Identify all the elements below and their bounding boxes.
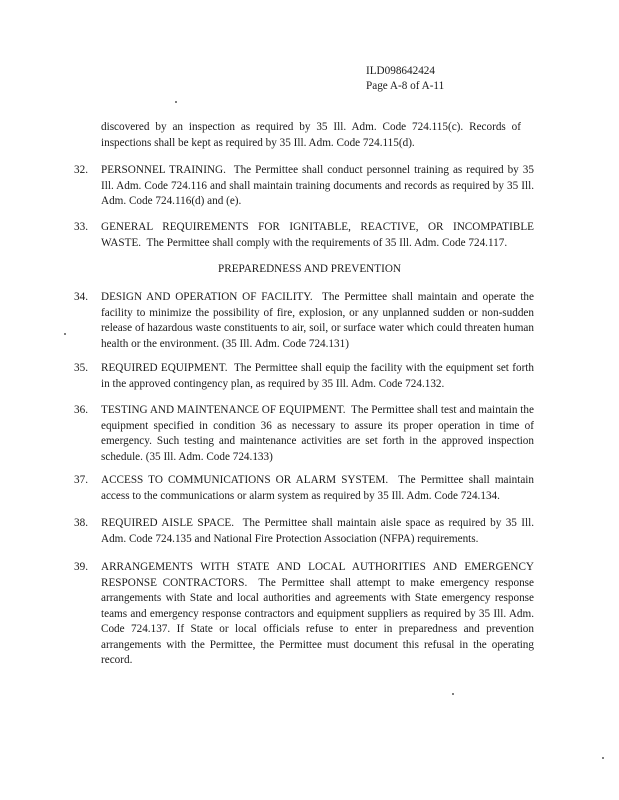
item-text: The Permittee shall comply with the requirements of 35 Ill. Adm. Code 724.117.	[146, 236, 508, 249]
item-number: 35.	[74, 362, 88, 374]
item-text: The Permittee shall maintain aisle space as required by 35 Ill. Adm. Code 724.135 and National Fire Protection Association (NFPA) requirements.	[101, 517, 535, 545]
condition-item	[74, 403, 534, 465]
item-number: 33.	[74, 221, 88, 233]
intro-paragraph: discovered by an inspection as required by 35 Ill. Adm. Code 724.115(c). Records of inspections shall be kept as required by 35 Ill. Adm. Code 724.115(d).	[101, 121, 521, 149]
item-text: The Permittee shall maintain and operate the facility to minimize the possibility of fire, explosion, or any unplanned sudden or non-sudden release of hazardous waste constituents to air, soil, or surface water which could threaten human health or the environment. (35 Ill. Adm. Code 724.131)	[101, 291, 534, 350]
item-heading: ACCESS TO COMMUNICATIONS OR ALARM SYSTEM.	[101, 474, 389, 486]
item-number: 34.	[74, 291, 88, 303]
item-number: 37.	[74, 474, 88, 486]
section-heading: PREPAREDNESS AND PREVENTION	[218, 263, 401, 275]
item-text: The Permittee shall test and maintain the equipment specified in condition 36 as necessary to assure its proper operation in time of emergency. Such testing and maintenance activities are set forth in the approved inspection schedule. (35 Ill. Adm. Code 724.133)	[101, 404, 534, 463]
item-heading: ARRANGEMENTS WITH STATE AND LOCAL AUTHORITIES AND EMERGENCY RESPONSE CONTRACTORS.	[101, 561, 534, 589]
scan-speck	[175, 101, 177, 103]
scan-speck	[64, 333, 66, 335]
page-header	[366, 64, 444, 94]
item-text: The Permittee shall maintain access to the communications or alarm system as required by 35 Ill. Adm. Code 724.134.	[101, 474, 534, 502]
item-heading: REQUIRED AISLE SPACE.	[101, 517, 234, 529]
item-heading: GENERAL REQUIREMENTS FOR IGNITABLE, REACTIVE, OR INCOMPATIBLE WASTE.	[101, 221, 534, 249]
item-text: The Permittee shall attempt to make emergency response arrangements with State and local authorities and agreements with State emergency response teams and emergency response contractors and equipment suppliers as required by 35 Ill. Adm. Code 724.137. If State or local officials refuse to enter in preparedness and prevention arrangements with the Permittee, the Permittee must document this refusal in the operating record.	[101, 576, 534, 666]
condition-item	[74, 361, 534, 392]
item-heading: REQUIRED EQUIPMENT.	[101, 362, 228, 374]
item-text: The Permittee shall equip the facility with the equipment set forth in the approved contingency plan, as required by 35 Ill. Adm. Code 724.132.	[101, 362, 534, 390]
condition-item	[74, 220, 534, 251]
item-heading: PERSONNEL TRAINING.	[101, 164, 226, 176]
scan-speck	[452, 693, 454, 695]
item-number: 39.	[74, 561, 88, 573]
condition-item	[74, 560, 534, 669]
item-text: The Permittee shall conduct personnel training as required by 35 Ill. Adm. Code 724.116 and shall maintain training documents and records as required by 35 Ill. Adm. Code 724.116(d) and (e).	[101, 164, 534, 207]
item-number: 38.	[74, 517, 88, 529]
condition-item	[74, 516, 534, 547]
page-number: Page A-8 of A-11	[366, 80, 445, 92]
condition-item	[74, 473, 534, 504]
condition-item	[74, 163, 534, 210]
condition-item	[74, 290, 534, 352]
item-heading: DESIGN AND OPERATION OF FACILITY.	[101, 291, 313, 303]
item-number: 36.	[74, 404, 88, 416]
scan-speck	[602, 757, 604, 759]
item-heading: TESTING AND MAINTENANCE OF EQUIPMENT.	[101, 404, 346, 416]
item-number: 32.	[74, 164, 88, 176]
document-id: ILD098642424	[366, 65, 435, 77]
